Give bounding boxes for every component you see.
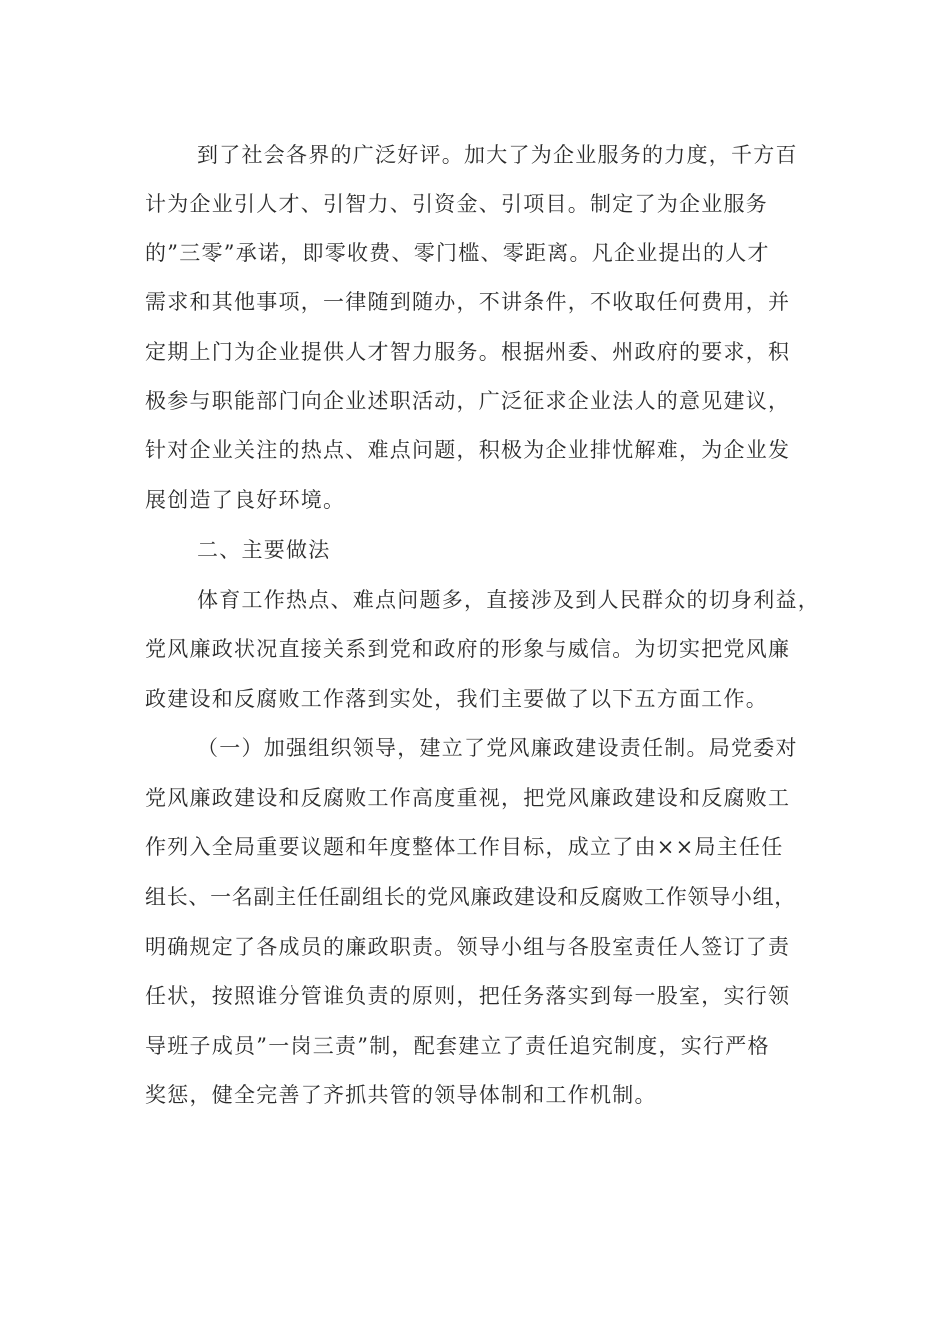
section-heading: 二、主要做法	[197, 538, 331, 562]
text-line: 党风廉政状况直接关系到党和政府的形象与威信。为切实把党风廉	[145, 637, 791, 661]
text-line: 到了社会各界的广泛好评。加大了为企业服务的力度，千方百	[197, 143, 798, 167]
subsection-heading: （一）加强组织领导，建立了党风廉政建设责任制。局党委对	[197, 736, 798, 760]
text-line: 党风廉政建设和反腐败工作高度重视，把党风廉政建设和反腐败工	[145, 786, 791, 810]
text-line: 组长、一名副主任任副组长的党风廉政建设和反腐败工作领导小组，	[145, 885, 796, 909]
text-line: 计为企业引人才、引智力、引资金、引项目。制定了为企业服务	[145, 192, 768, 216]
text-line: 作列入全局重要议题和年度整体工作目标，成立了由××局主任任	[145, 835, 784, 859]
text-line: 奖惩，健全完善了齐抓共管的领导体制和工作机制。	[145, 1083, 657, 1107]
text-line: 导班子成员”一岗三责”制，配套建立了责任追究制度，实行严格	[145, 1034, 770, 1058]
text-line: 任状，按照谁分管谁负责的原则，把任务落实到每一股室，实行领	[145, 984, 791, 1008]
text-line: 针对企业关注的热点、难点问题，积极为企业排忧解难，为企业发	[145, 438, 791, 462]
text-line: 极参与职能部门向企业述职活动，广泛征求企业法人的意见建议，	[145, 389, 791, 413]
text-line: 展创造了良好环境。	[145, 488, 346, 512]
text-line: 需求和其他事项，一律随到随办，不讲条件，不收取任何费用，并	[145, 290, 791, 314]
text-line: 体育工作热点、难点问题多，直接涉及到人民群众的切身利益，	[197, 588, 820, 612]
text-line: 政建设和反腐败工作落到实处，我们主要做了以下五方面工作。	[145, 687, 768, 711]
text-line: 的”三零”承诺，即零收费、零门槛、零距离。凡企业提出的人才	[145, 241, 770, 265]
text-line: 定期上门为企业提供人才智力服务。根据州委、州政府的要求，积	[145, 340, 791, 364]
text-line: 明确规定了各成员的廉政职责。领导小组与各股室责任人签订了责	[145, 935, 791, 959]
